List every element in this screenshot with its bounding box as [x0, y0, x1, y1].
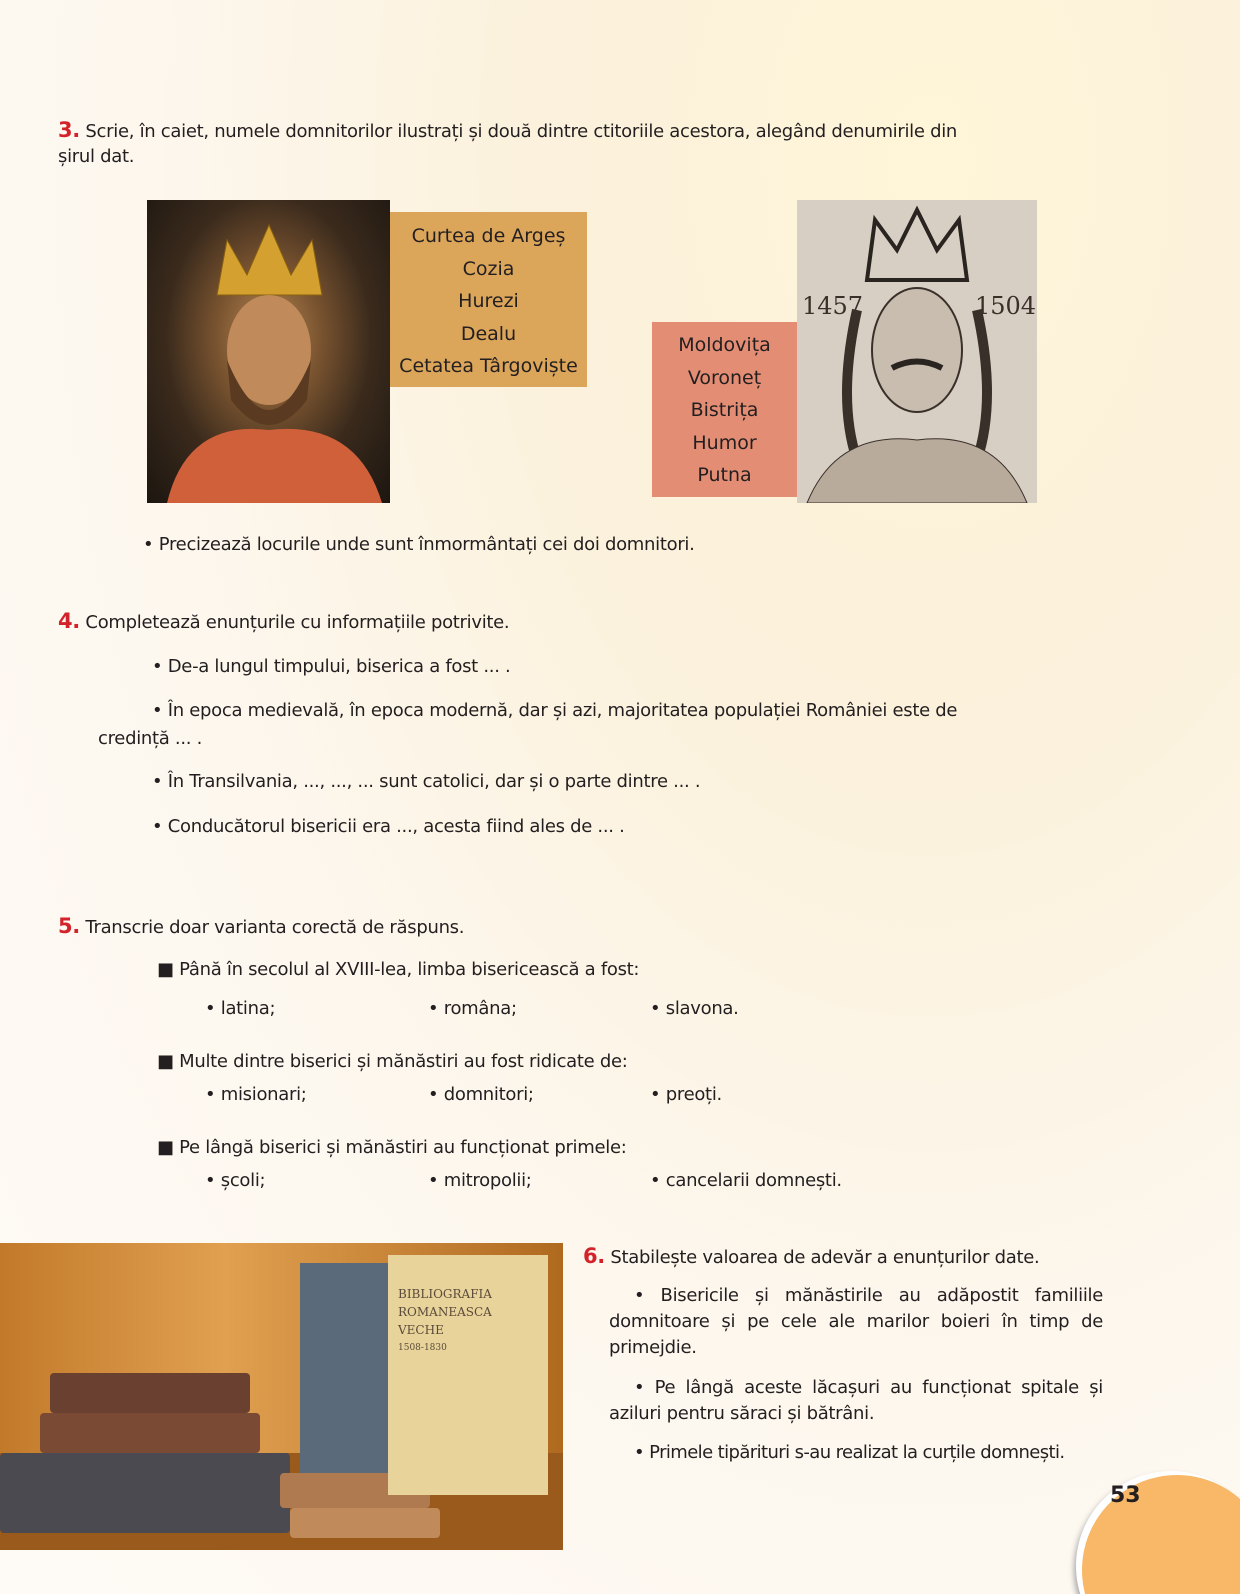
book-title-line: 1508-1830 [398, 1343, 447, 1353]
q6-title [583, 1243, 1039, 1271]
q4-bullet-cont: credință ... . [98, 728, 203, 749]
q6-text: Stabilește valoarea de adevăr a enunțurilor date. [610, 1247, 1040, 1268]
q5-option: • misionari; [205, 1084, 307, 1105]
q5-title [58, 913, 464, 941]
box-item: Bistrița [690, 399, 759, 421]
q4-bullet: • În epoca medievală, în epoca modernă, dar și azi, majoritatea populației României este de [152, 700, 958, 721]
box-item: Dealu [460, 322, 517, 345]
q5-option: • latina; [205, 998, 276, 1019]
q4-title [58, 608, 509, 636]
q5-text: Transcrie doar varianta corectă de răspuns. [85, 917, 465, 938]
q3-line2: șirul dat. [58, 146, 135, 167]
q4-bullet: • Conducătorul bisericii era ..., acesta fiind ales de ... . [152, 816, 625, 837]
page-number: 53 [1110, 1483, 1141, 1508]
left-monasteries-box [390, 212, 587, 387]
portrait-right-ruler [797, 200, 1037, 503]
book-title-line: VECHE [398, 1323, 444, 1337]
q6-statement: • Primele tipărituri s-au realizat la curțile domnești. [634, 1442, 1065, 1463]
q5-option: • școli; [205, 1170, 266, 1191]
q4-number: 4. [58, 609, 80, 633]
page-number-badge [1082, 1475, 1240, 1594]
box-item: Putna [697, 464, 752, 486]
right-monasteries-box [652, 322, 797, 497]
q5-number: 5. [58, 914, 80, 938]
q5-question: ■ Până în secolul al XVIII-lea, limba bisericească a fost: [157, 959, 640, 980]
q3-text: Scrie, în caiet, numele domnitorilor ilustrați și două dintre ctitoriile acestora, alegând denumirile din [85, 121, 958, 142]
q5-option: • româna; [428, 998, 517, 1019]
q5-option: • domnitori; [428, 1084, 534, 1105]
q6-number: 6. [583, 1244, 605, 1268]
q4-bullet: • De-a lungul timpului, biserica a fost ... . [152, 656, 511, 677]
q6-statement: • Bisericile și mănăstirile au adăpostit familiile domnitoare și pe cele ale marilor boieri în timp de primejdie. [609, 1285, 1103, 1358]
q5-option: • mitropolii; [428, 1170, 532, 1191]
q4-text: Completează enunțurile cu informațiile potrivite. [85, 612, 510, 633]
q3-bullet: • Precizează locurile unde sunt înmormântați cei doi domnitori. [143, 534, 695, 555]
year-start: 1457 [802, 292, 864, 320]
box-item: Cetatea Târgoviște [399, 355, 578, 377]
portrait-left-ruler [147, 200, 390, 503]
q5-option: • cancelarii domnești. [650, 1170, 842, 1191]
q6-statement: • Pe lângă aceste lăcașuri au funcționat spitale și aziluri pentru săraci și bătrâni. [609, 1377, 1103, 1424]
box-item: Cozia [462, 257, 515, 280]
box-item: Voroneț [687, 366, 762, 389]
box-item: Curtea de Argeș [411, 225, 566, 247]
box-item: Hurezi [458, 290, 519, 312]
q5-option: • preoți. [650, 1084, 722, 1105]
q5-option: • slavona. [650, 998, 739, 1019]
q3-number: 3. [58, 118, 80, 142]
book-title-line: ROMANEASCA [398, 1305, 492, 1319]
q4-bullet: • În Transilvania, ..., ..., ... sunt catolici, dar și o parte dintre ... . [152, 771, 701, 792]
book-title-line: BIBLIOGRAFIA [398, 1287, 492, 1301]
q3-line1 [58, 117, 957, 145]
q5-question: ■ Pe lângă biserici și mănăstiri au funcționat primele: [157, 1137, 627, 1158]
year-end: 1504 [975, 292, 1037, 320]
box-item: Humor [692, 431, 757, 454]
old-books-photo [0, 1243, 563, 1550]
q5-question: ■ Multe dintre biserici și mănăstiri au fost ridicate de: [157, 1051, 628, 1072]
box-item: Moldovița [678, 334, 771, 356]
